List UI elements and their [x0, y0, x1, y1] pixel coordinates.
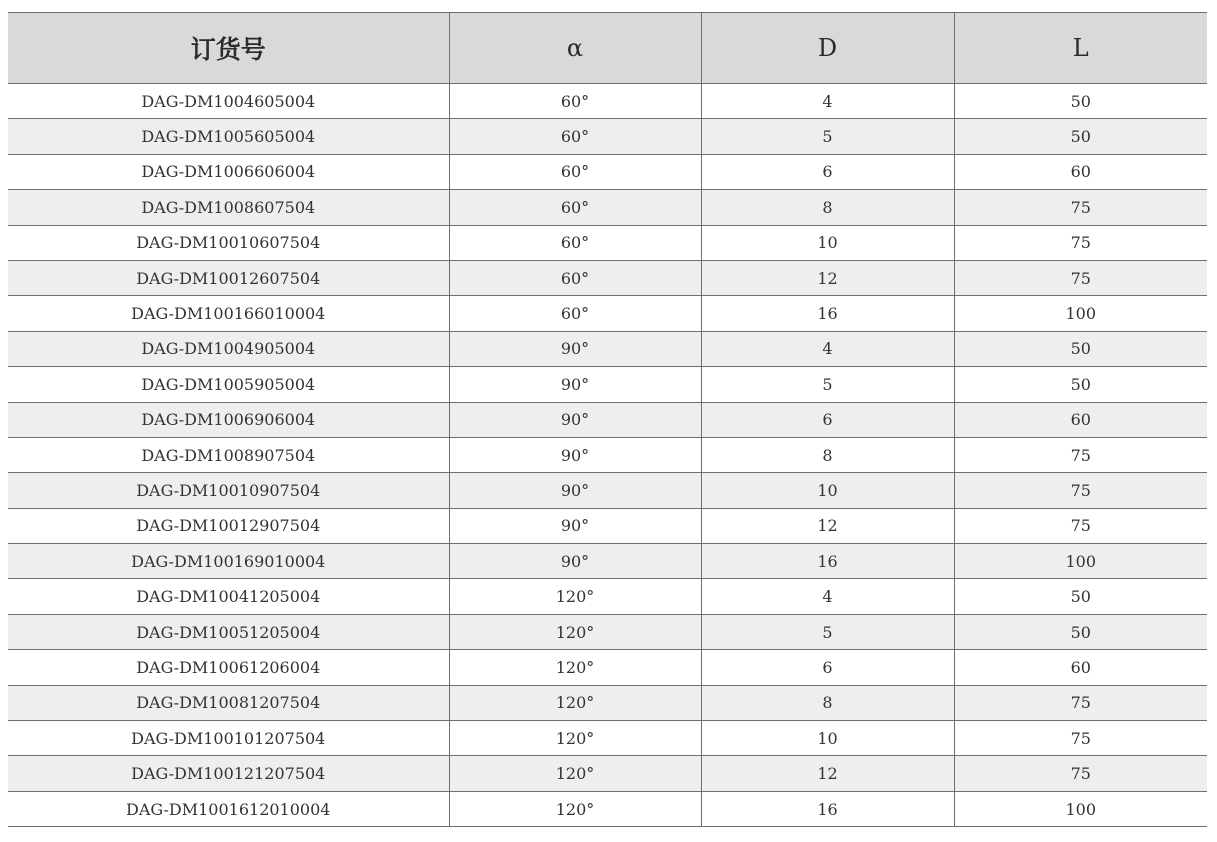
cell-order-number: DAG-DM10061206004 [8, 650, 449, 685]
cell-alpha: 60° [449, 119, 701, 154]
cell-d: 16 [701, 296, 954, 331]
cell-alpha: 90° [449, 508, 701, 543]
cell-order-number: DAG-DM1006606004 [8, 154, 449, 189]
table-row [8, 260, 1207, 295]
cell-alpha: 120° [449, 756, 701, 791]
cell-order-number: DAG-DM100101207504 [8, 721, 449, 756]
header-d: D [701, 13, 954, 84]
cell-l: 75 [954, 756, 1207, 791]
table-row [8, 296, 1207, 331]
table-row [8, 119, 1207, 154]
cell-alpha: 60° [449, 84, 701, 119]
cell-d: 16 [701, 791, 954, 826]
cell-order-number: DAG-DM10010907504 [8, 473, 449, 508]
table-row [8, 84, 1207, 119]
cell-l: 50 [954, 331, 1207, 366]
table-row [8, 225, 1207, 260]
cell-order-number: DAG-DM1004905004 [8, 331, 449, 366]
table-row [8, 544, 1207, 579]
table-row [8, 579, 1207, 614]
cell-alpha: 60° [449, 296, 701, 331]
cell-l: 50 [954, 84, 1207, 119]
cell-d: 6 [701, 154, 954, 189]
cell-order-number: DAG-DM1006906004 [8, 402, 449, 437]
order-table [8, 12, 1207, 827]
cell-alpha: 120° [449, 614, 701, 649]
header-row [8, 13, 1207, 84]
cell-d: 6 [701, 402, 954, 437]
cell-l: 75 [954, 508, 1207, 543]
cell-d: 4 [701, 579, 954, 614]
table-row [8, 190, 1207, 225]
cell-d: 10 [701, 721, 954, 756]
table-row [8, 367, 1207, 402]
cell-alpha: 120° [449, 650, 701, 685]
cell-d: 8 [701, 437, 954, 472]
table-row [8, 791, 1207, 826]
cell-l: 50 [954, 119, 1207, 154]
cell-alpha: 120° [449, 791, 701, 826]
table-header [8, 13, 1207, 84]
cell-order-number: DAG-DM100169010004 [8, 544, 449, 579]
cell-d: 12 [701, 508, 954, 543]
table-row [8, 756, 1207, 791]
table-row [8, 614, 1207, 649]
table-row [8, 331, 1207, 366]
table-row [8, 154, 1207, 189]
cell-l: 50 [954, 367, 1207, 402]
cell-d: 5 [701, 614, 954, 649]
cell-d: 5 [701, 367, 954, 402]
cell-order-number: DAG-DM1008607504 [8, 190, 449, 225]
cell-l: 60 [954, 402, 1207, 437]
cell-order-number: DAG-DM1005905004 [8, 367, 449, 402]
cell-l: 50 [954, 614, 1207, 649]
cell-alpha: 60° [449, 225, 701, 260]
cell-l: 50 [954, 579, 1207, 614]
cell-l: 60 [954, 650, 1207, 685]
cell-order-number: DAG-DM10010607504 [8, 225, 449, 260]
cell-alpha: 120° [449, 685, 701, 720]
cell-alpha: 90° [449, 402, 701, 437]
cell-order-number: DAG-DM10012607504 [8, 260, 449, 295]
cell-l: 100 [954, 544, 1207, 579]
cell-l: 75 [954, 721, 1207, 756]
cell-d: 5 [701, 119, 954, 154]
cell-l: 100 [954, 296, 1207, 331]
cell-d: 4 [701, 331, 954, 366]
header-order-number: 订货号 [8, 13, 449, 84]
table-row [8, 685, 1207, 720]
cell-alpha: 60° [449, 154, 701, 189]
cell-alpha: 90° [449, 544, 701, 579]
table-row [8, 508, 1207, 543]
cell-d: 8 [701, 190, 954, 225]
cell-l: 75 [954, 473, 1207, 508]
cell-d: 10 [701, 473, 954, 508]
cell-l: 75 [954, 190, 1207, 225]
cell-alpha: 120° [449, 721, 701, 756]
cell-alpha: 60° [449, 260, 701, 295]
cell-order-number: DAG-DM10041205004 [8, 579, 449, 614]
cell-alpha: 90° [449, 331, 701, 366]
cell-d: 12 [701, 756, 954, 791]
cell-order-number: DAG-DM10051205004 [8, 614, 449, 649]
header-alpha: α [449, 13, 701, 84]
cell-d: 8 [701, 685, 954, 720]
cell-order-number: DAG-DM10012907504 [8, 508, 449, 543]
cell-order-number: DAG-DM1004605004 [8, 84, 449, 119]
cell-order-number: DAG-DM100166010004 [8, 296, 449, 331]
cell-l: 75 [954, 260, 1207, 295]
cell-d: 12 [701, 260, 954, 295]
header-l: L [954, 13, 1207, 84]
table-row [8, 721, 1207, 756]
cell-d: 6 [701, 650, 954, 685]
cell-alpha: 120° [449, 579, 701, 614]
cell-l: 60 [954, 154, 1207, 189]
cell-order-number: DAG-DM100121207504 [8, 756, 449, 791]
cell-l: 100 [954, 791, 1207, 826]
cell-d: 16 [701, 544, 954, 579]
table-row [8, 437, 1207, 472]
table-row [8, 473, 1207, 508]
cell-order-number: DAG-DM10081207504 [8, 685, 449, 720]
cell-alpha: 90° [449, 367, 701, 402]
table-row [8, 402, 1207, 437]
cell-alpha: 60° [449, 190, 701, 225]
cell-d: 10 [701, 225, 954, 260]
cell-l: 75 [954, 437, 1207, 472]
cell-l: 75 [954, 685, 1207, 720]
cell-order-number: DAG-DM1001612010004 [8, 791, 449, 826]
cell-order-number: DAG-DM1005605004 [8, 119, 449, 154]
cell-order-number: DAG-DM1008907504 [8, 437, 449, 472]
cell-alpha: 90° [449, 437, 701, 472]
cell-d: 4 [701, 84, 954, 119]
cell-alpha: 90° [449, 473, 701, 508]
table-body [8, 84, 1207, 827]
cell-l: 75 [954, 225, 1207, 260]
table-row [8, 650, 1207, 685]
